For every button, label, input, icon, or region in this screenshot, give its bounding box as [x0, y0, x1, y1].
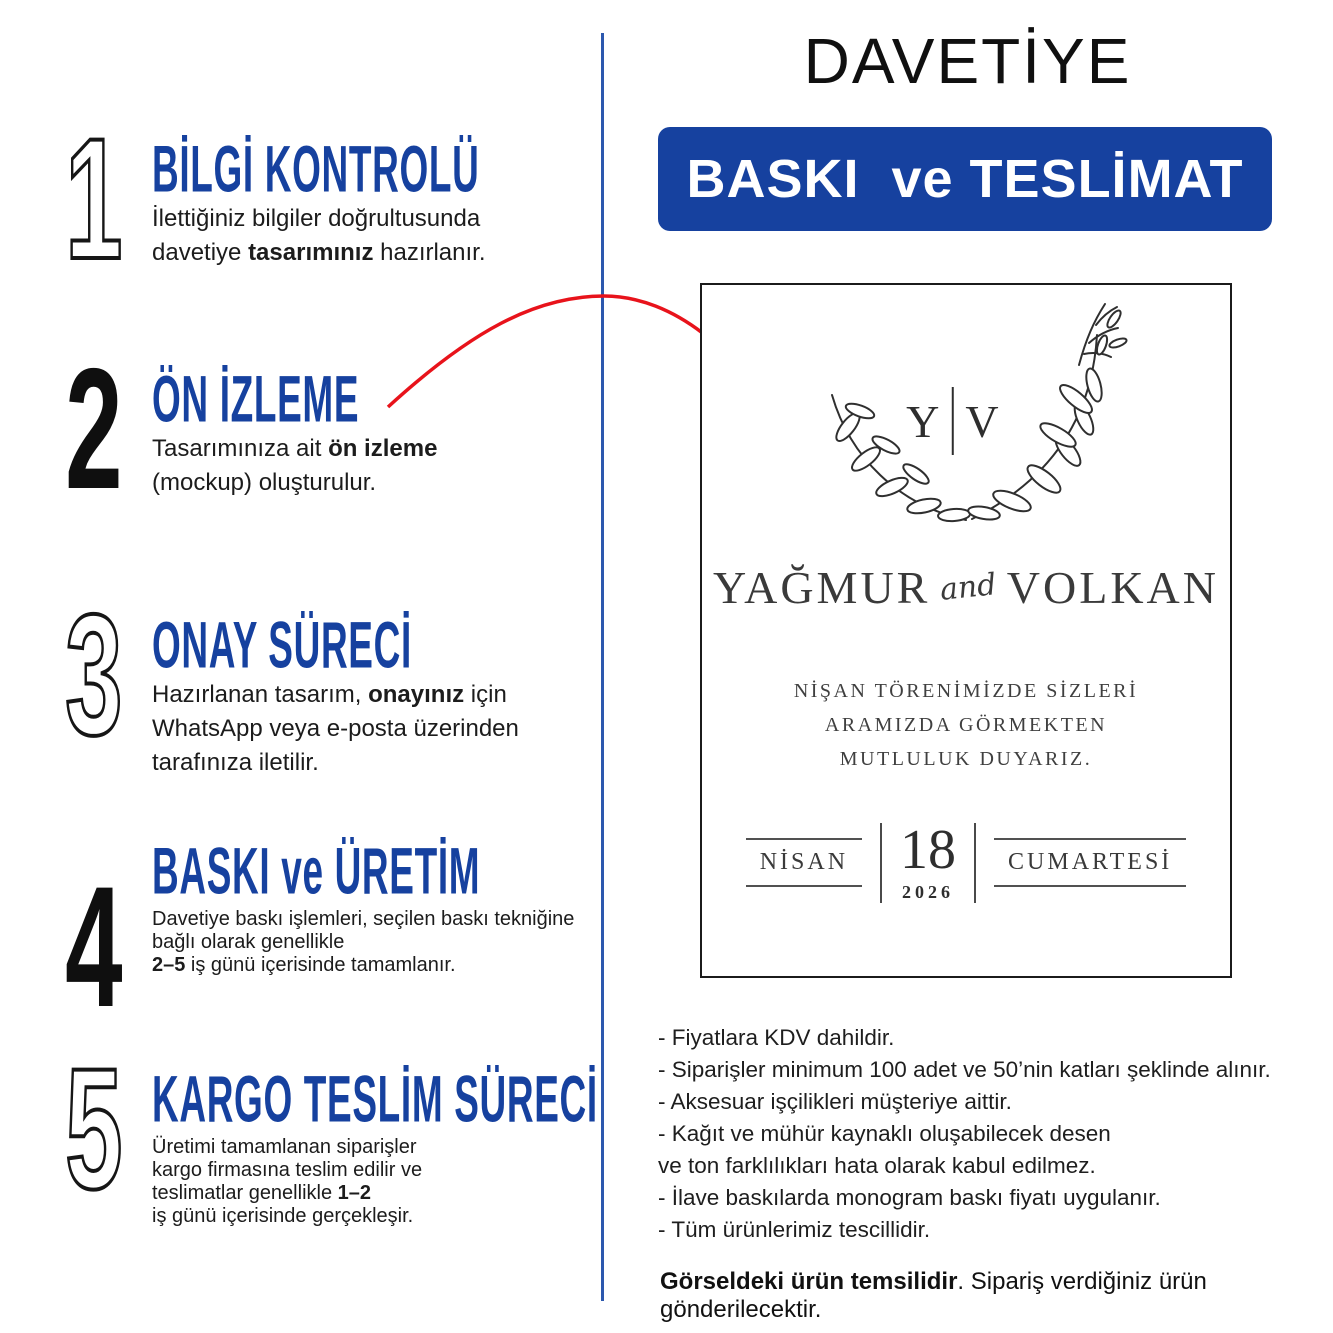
- disclaimer: [660, 1268, 1333, 1324]
- step-number-column: [40, 579, 148, 771]
- monogram-divider: [951, 387, 953, 455]
- desc-text: Hazırlanan tasarım,: [152, 681, 369, 708]
- note-item: - Siparişler minimum 100 adet ve 50’nin katları şeklinde alınır.: [658, 1057, 1271, 1082]
- step-title: BİLGİ KONTROLÜ: [152, 131, 480, 206]
- note-item: - Aksesuar işçilikleri müşteriye aittir.: [658, 1089, 1012, 1114]
- desc-text: iş günü içerisinde gerçekleşir.: [152, 1205, 414, 1227]
- desc-bold-text: ön izleme: [328, 435, 438, 462]
- couple-names: [713, 561, 1219, 614]
- monogram-initial-left: Y: [906, 395, 940, 447]
- desc-text: bağlı olarak genellikle: [152, 931, 345, 953]
- step-title: KARGO TESLİM SÜRECİ: [152, 1061, 598, 1136]
- disclaimer-rest: . Sipariş verdiğiniz ürün gönderilecektir.: [660, 1268, 1207, 1323]
- step-title: ONAY SÜRECİ: [152, 607, 412, 682]
- step-4: [40, 833, 649, 1043]
- disclaimer-bold: Görseldeki ürün temsilidir: [660, 1268, 958, 1295]
- desc-text: tarafınıza iletilir.: [152, 749, 319, 776]
- step-description: [152, 908, 649, 977]
- note-item: - Kağıt ve mühür kaynaklı oluşabilecek desen: [658, 1121, 1111, 1146]
- desc-bold-text: 1–2: [337, 1182, 372, 1204]
- step-description: [152, 202, 648, 270]
- desc-bold-text: tasarımınız: [248, 239, 374, 266]
- step-number-column: [40, 103, 148, 295]
- event-day: 18: [900, 819, 957, 881]
- order-notes: [658, 1022, 1333, 1246]
- note-item: - İlave baskılarda monogram baskı fiyatı uygulanır.: [658, 1185, 1161, 1210]
- step-title: BASKI ve ÜRETİM: [152, 833, 481, 908]
- desc-text: (mockup) oluşturulur.: [152, 469, 377, 496]
- desc-text: İlettiğiniz bilgiler doğrultusunda: [152, 205, 481, 232]
- step-body: [148, 833, 649, 977]
- desc-bold-text: 2–5: [152, 954, 186, 976]
- desc-text: Davetiye baskı işlemleri, seçilen baskı tekniğine: [152, 908, 575, 930]
- step-1: [40, 103, 648, 295]
- date-separator: [880, 823, 882, 903]
- message-line: ARAMIZDA GÖRMEKTEN: [824, 714, 1108, 736]
- step-number: 5: [65, 1033, 123, 1225]
- desc-text: için: [464, 681, 507, 708]
- invitation-message: [794, 674, 1138, 776]
- step-body: [148, 131, 648, 270]
- event-day-year: [900, 819, 957, 903]
- desc-text: iş günü içerisinde tamamlanır.: [185, 954, 456, 976]
- wreath-monogram: [796, 299, 1136, 561]
- desc-text: WhatsApp veya e-posta üzerinden: [152, 715, 519, 742]
- step-body: [148, 607, 546, 780]
- event-year: 2026: [902, 882, 955, 902]
- desc-text: Tasarımınıza ait: [152, 435, 329, 462]
- and-script: and: [938, 567, 999, 608]
- event-month: NİSAN: [746, 838, 862, 887]
- desc-bold-text: onayınız: [368, 681, 465, 708]
- desc-text: Üretimi tamamlanan siparişler: [152, 1136, 417, 1158]
- note-item: - Fiyatlara KDV dahildir.: [658, 1025, 895, 1050]
- step-title: ÖN İZLEME: [152, 361, 360, 436]
- section-banner: [658, 127, 1272, 231]
- step-number-column: [40, 851, 148, 1043]
- step-2: [40, 333, 466, 525]
- step-description: [152, 432, 466, 500]
- bride-name: YAĞMUR: [713, 562, 931, 613]
- desc-text: hazırlanır.: [373, 239, 486, 266]
- step-number: 1: [65, 103, 123, 295]
- step-number: 3: [65, 579, 123, 771]
- step-number-column: [40, 333, 148, 525]
- monogram-initial-right: V: [965, 395, 999, 447]
- note-item: - Tüm ürünlerimiz tescillidir.: [658, 1217, 931, 1242]
- monogram: [906, 387, 998, 455]
- desc-text: davetiye: [152, 239, 249, 266]
- event-date: [746, 819, 1187, 903]
- page-title: DAVETİYE: [803, 25, 1132, 97]
- message-line: MUTLULUK DUYARIZ.: [839, 748, 1093, 770]
- event-weekday: CUMARTESİ: [994, 838, 1186, 887]
- step-3: [40, 579, 546, 780]
- note-item: ve ton farklılıkları hata olarak kabul edilmez.: [658, 1153, 1096, 1178]
- step-body: [148, 361, 466, 500]
- groom-name: VOLKAN: [1006, 562, 1219, 613]
- desc-text: kargo firmasına teslim edilir ve: [152, 1159, 423, 1181]
- step-description: [152, 678, 546, 780]
- banner-label: BASKI ve TESLİMAT: [686, 149, 1244, 209]
- step-number: 4: [65, 851, 123, 1043]
- vertical-divider: [601, 33, 604, 1301]
- message-line: NİŞAN TÖRENİMİZDE SİZLERİ: [793, 680, 1139, 702]
- invitation-card-preview: [700, 283, 1232, 978]
- step-number-column: [40, 1033, 148, 1225]
- step-number: 2: [65, 333, 123, 525]
- date-separator: [974, 823, 976, 903]
- desc-text: teslimatlar genellikle: [152, 1182, 338, 1204]
